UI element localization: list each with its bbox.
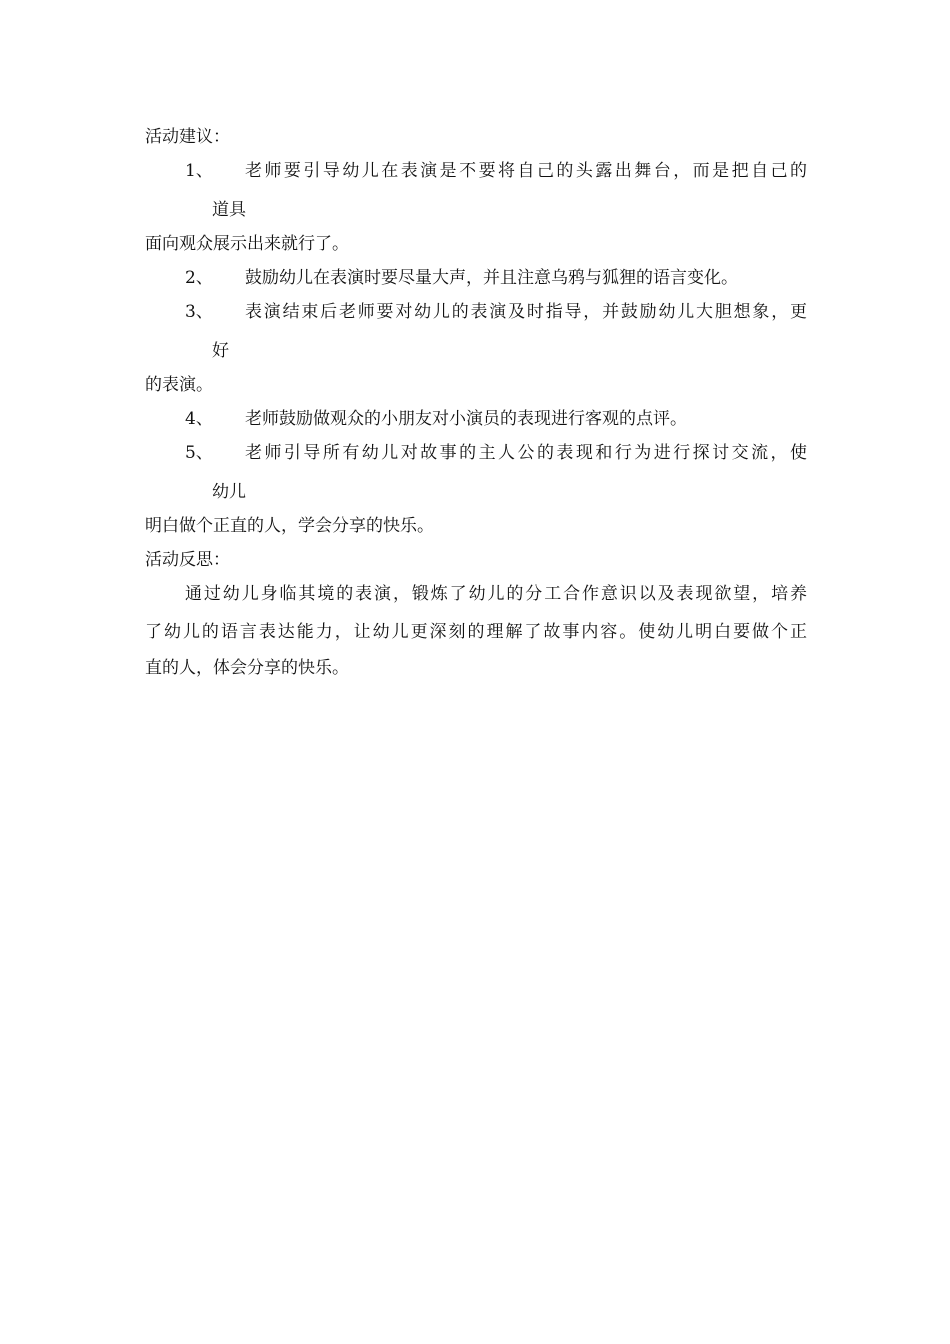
reflection-line-3: 直的人，体会分享的快乐。: [145, 658, 349, 678]
item-5-number: 5、: [185, 443, 213, 463]
item-1-line-1: 老师要引导幼儿在表演是不要将自己的头露出舞台，而是把自己的: [245, 161, 807, 181]
reflection-heading: 活动反思：: [145, 550, 230, 570]
item-3-continuation: 的表演。: [145, 375, 213, 395]
item-5-line-1: 老师引导所有幼儿对故事的主人公的表现和行为进行探讨交流，使: [245, 443, 807, 463]
item-2-line-1: 鼓励幼儿在表演时要尽量大声，并且注意乌鸦与狐狸的语言变化。: [245, 268, 738, 288]
reflection-line-2: 了幼儿的语言表达能力，让幼儿更深刻的理解了故事内容。使幼儿明白要做个正: [145, 622, 807, 642]
item-3-number: 3、: [185, 302, 213, 322]
item-1-line-2: 道具: [212, 200, 246, 220]
item-5-line-2: 幼儿: [212, 482, 246, 502]
item-5-continuation: 明白做个正直的人，学会分享的快乐。: [145, 516, 434, 536]
item-1-continuation: 面向观众展示出来就行了。: [145, 234, 349, 254]
suggestions-heading: 活动建议：: [145, 127, 230, 147]
item-2-number: 2、: [185, 268, 213, 288]
item-3-line-2: 好: [212, 341, 229, 361]
item-1-number: 1、: [185, 161, 213, 181]
item-3-line-1: 表演结束后老师要对幼儿的表演及时指导，并鼓励幼儿大胆想象，更: [245, 302, 807, 322]
item-4-number: 4、: [185, 409, 213, 429]
reflection-line-1: 通过幼儿身临其境的表演，锻炼了幼儿的分工合作意识以及表现欲望，培养: [185, 584, 807, 604]
item-4-line-1: 老师鼓励做观众的小朋友对小演员的表现进行客观的点评。: [245, 409, 687, 429]
